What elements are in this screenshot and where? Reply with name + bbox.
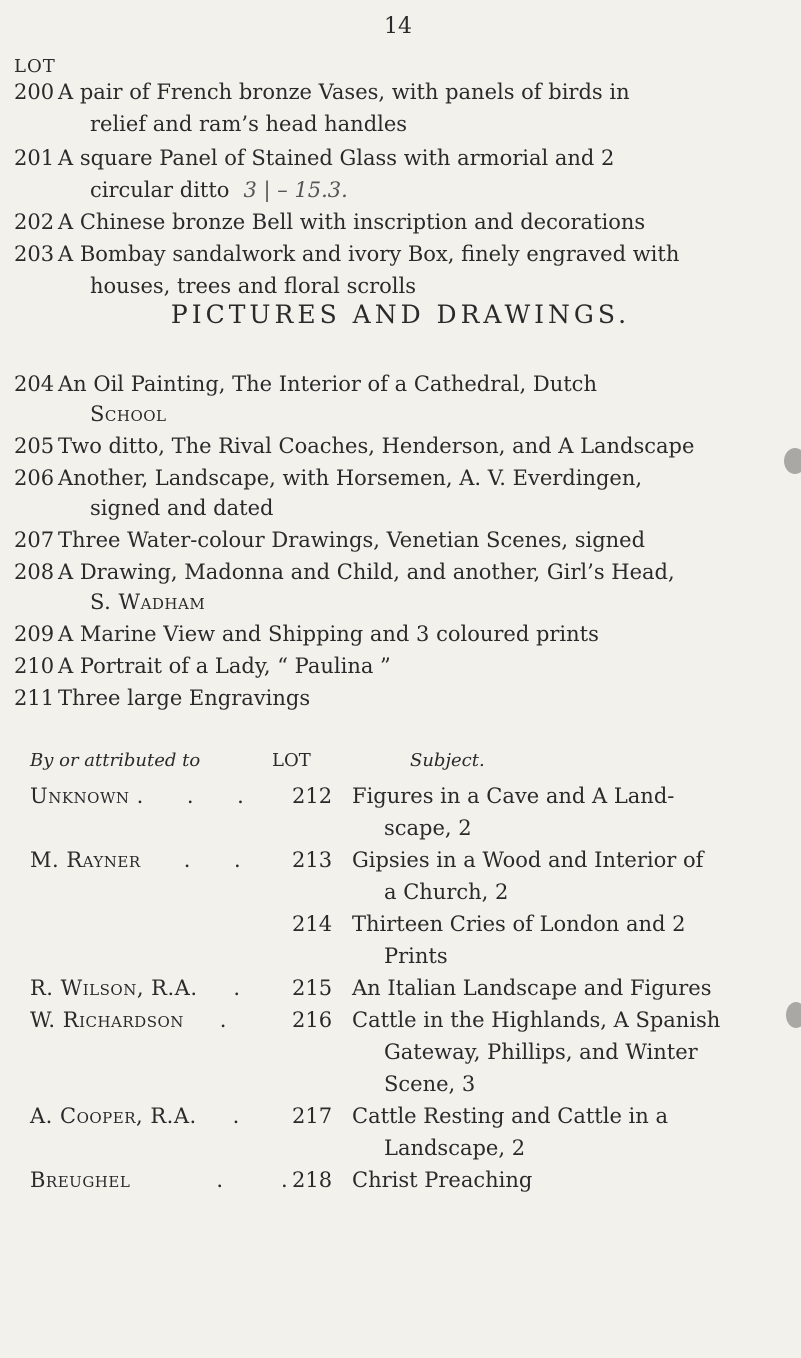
subject-line: Thirteen Cries of London and 2 <box>352 912 686 936</box>
subject-line: Landscape, 2 <box>384 1136 526 1160</box>
section-heading: PICTURES AND DRAWINGS. <box>170 300 631 329</box>
lot-number: 210 <box>14 654 55 678</box>
subject-line: Christ Preaching <box>352 1168 533 1192</box>
lot-number: 201 <box>14 146 55 170</box>
subject-line: Figures in a Cave and A Land- <box>352 784 675 808</box>
binding-hole <box>786 1002 801 1028</box>
table-lot-number: 214 <box>292 912 333 936</box>
artist-name: Unknown . . . <box>30 784 245 808</box>
lot-description: An Oil Painting, The Interior of a Cathedral, Dutch <box>58 372 597 396</box>
artist-name: A. Cooper, R.A. . <box>30 1104 240 1128</box>
subject-line: scape, 2 <box>384 816 472 840</box>
lot-number: 202 <box>14 210 55 234</box>
table-lot-number: 218 <box>292 1168 333 1192</box>
lot-description: S. Wadham <box>90 590 206 614</box>
lot-number: 209 <box>14 622 55 646</box>
table-lot-number: 217 <box>292 1104 333 1128</box>
lot-column-header: LOT <box>272 750 311 771</box>
lot-description: circular ditto <box>90 178 230 202</box>
subject-line: Gateway, Phillips, and Winter <box>384 1040 698 1064</box>
subject-line: An Italian Landscape and Figures <box>352 976 712 1000</box>
lot-number: 203 <box>14 242 55 266</box>
lot-description: A Marine View and Shipping and 3 coloured prints <box>58 622 599 646</box>
handwritten-note: 3 | – 15.3. <box>243 178 348 202</box>
subject-line: a Church, 2 <box>384 880 509 904</box>
subject-line: Cattle in the Highlands, A Spanish <box>352 1008 721 1032</box>
lot-number: 211 <box>14 686 55 710</box>
lot-description: School <box>90 402 167 426</box>
lot-description: A square Panel of Stained Glass with armorial and 2 <box>58 146 615 170</box>
binding-hole <box>784 448 801 474</box>
lot-description: relief and ram’s head handles <box>90 112 408 136</box>
artist-text: Unknown <box>30 784 130 808</box>
artist-text: M. Rayner <box>30 848 141 872</box>
subject-line: Cattle Resting and Cattle in a <box>352 1104 668 1128</box>
lot-number: 207 <box>14 528 55 552</box>
lot-description: Three large Engravings <box>58 686 311 710</box>
table-lot-number: 216 <box>292 1008 333 1032</box>
lot-description: houses, trees and floral scrolls <box>90 274 417 298</box>
artist-text: R. Wilson, R.A. <box>30 976 198 1000</box>
subject-line: Prints <box>384 944 448 968</box>
lot-description-continued <box>90 174 801 206</box>
subject-column-header: Subject. <box>410 750 485 771</box>
lot-description: A Drawing, Madonna and Child, and another, Girl’s Head, <box>58 560 675 584</box>
artist-name: Breughel . . <box>30 1168 289 1192</box>
lot-number: 205 <box>14 434 55 458</box>
table-lot-number: 213 <box>292 848 333 872</box>
artist-text: A. Cooper, R.A. <box>30 1104 197 1128</box>
table-lot-number: 212 <box>292 784 333 808</box>
lot-description: A pair of French bronze Vases, with panels of birds in <box>58 80 630 104</box>
table-lot-number: 215 <box>292 976 333 1000</box>
lot-number: 208 <box>14 560 55 584</box>
lot-number: 200 <box>14 80 55 104</box>
lot-description: signed and dated <box>90 496 274 520</box>
artist-name: W. Richardson . <box>30 1008 227 1032</box>
lot-number: 204 <box>14 372 55 396</box>
lot-description: A Chinese bronze Bell with inscription and decorations <box>58 210 646 234</box>
lot-description: Another, Landscape, with Horsemen, A. V. Everdingen, <box>58 466 643 490</box>
lot-column-header: LOT <box>14 56 56 77</box>
lot-description: Three Water-colour Drawings, Venetian Scenes, signed <box>58 528 646 552</box>
artist-text: Breughel <box>30 1168 131 1192</box>
artist-column-header: By or attributed to <box>30 750 201 771</box>
lot-number: 206 <box>14 466 55 490</box>
lot-description: A Portrait of a Lady, “ Paulina ” <box>58 654 391 678</box>
lot-description: A Bombay sandalwork and ivory Box, finely engraved with <box>58 242 680 266</box>
page-number: 14 <box>384 14 412 39</box>
artist-name: M. Rayner . . <box>30 848 242 872</box>
subject-line: Scene, 3 <box>384 1072 476 1096</box>
artist-name: R. Wilson, R.A. . <box>30 976 241 1000</box>
lot-description: Two ditto, The Rival Coaches, Henderson, and A Landscape <box>58 434 695 458</box>
subject-line: Gipsies in a Wood and Interior of <box>352 848 704 872</box>
artist-text: W. Richardson <box>30 1008 184 1032</box>
